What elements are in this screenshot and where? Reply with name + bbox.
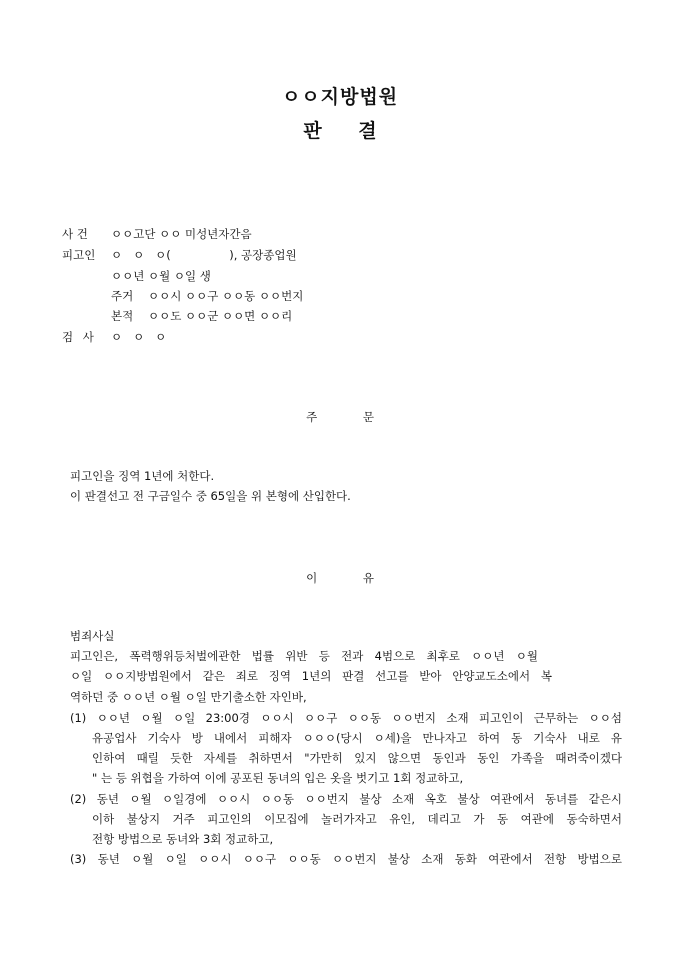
registry-value: ㅇㅇ도 ㅇㅇ군 ㅇㅇ면 ㅇㅇ리 [148, 309, 293, 323]
address-value: ㅇㅇ시 ㅇㅇ구 ㅇㅇ동 ㅇㅇ번지 [148, 289, 304, 303]
prosecutor-value: ㅇ ㅇ ㅇ [111, 330, 167, 344]
case-value: ㅇㅇ고단 ㅇㅇ 미성년자간음 [111, 227, 252, 241]
disposition-line: 피고인을 징역 1년에 처한다. [70, 469, 215, 483]
facts-item-line: 유공업사 기숙사 방 내에서 피해자 ㅇㅇㅇ(당시 ㅇ세)을 만나자고 하여 동 기숙사 내로 유 [92, 731, 622, 745]
case-label: 사 건 [62, 227, 88, 241]
facts-item-line: " 는 등 위협을 가하여 이에 공포된 동녀의 입은 옷을 벗기고 1회 정교하고, [92, 771, 464, 785]
document-type: 판 결 [303, 120, 377, 142]
facts-item-line: 전항 방법으로 동녀와 3회 정교하고, [92, 832, 274, 846]
registry-label: 본적 [111, 309, 134, 323]
birth-date: ㅇㅇ년 ㅇ월 ㅇ일 생 [111, 269, 211, 283]
facts-item-line: (1) ㅇㅇ년 ㅇ월 ㅇ일 23:00경 ㅇㅇ시 ㅇㅇ구 ㅇㅇ동 ㅇㅇ번지 소재 피고인이 근무하는 ㅇㅇ섬 [70, 711, 622, 725]
facts-subheading: 범죄사실 [70, 629, 115, 643]
address-label: 주거 [111, 289, 134, 303]
facts-item-line: 이하 불상지 거주 피고인의 이모집에 놀러가자고 유인, 데리고 가 동 여관에 동숙하면서 [92, 812, 622, 826]
disposition-heading: 주 문 [306, 410, 374, 424]
prosecutor-label: 검 사 [62, 330, 94, 344]
court-name: ㅇㅇ지방법원 [281, 86, 399, 108]
facts-intro-line: ㅇ일 ㅇㅇ지방법원에서 같은 죄로 징역 1년의 판결 선고를 받아 안양교도소에서 복 [70, 669, 552, 683]
disposition-line: 이 판결선고 전 구금일수 중 65일을 위 본형에 산입한다. [70, 489, 351, 503]
defendant-label: 피고인 [62, 248, 96, 262]
facts-item-line: (2) 동년 ㅇ월 ㅇ일경에 ㅇㅇ시 ㅇㅇ동 ㅇㅇ번지 불상 소재 옥호 불상 여관에서 동녀를 같은시 [70, 792, 622, 806]
facts-item-line: (3) 동년 ㅇ월 ㅇ일 ㅇㅇ시 ㅇㅇ구 ㅇㅇ동 ㅇㅇ번지 불상 소재 동화 여관에서 전항 방법으로 [70, 852, 622, 866]
facts-intro-line: 역하던 중 ㅇㅇ년 ㅇ월 ㅇ일 만기출소한 자인바, [70, 690, 307, 704]
defendant-value: ㅇ ㅇ ㅇ( ), 공장종업원 [111, 248, 297, 262]
reasons-heading: 이 유 [306, 571, 374, 585]
facts-intro-line: 피고인은, 폭력행위등처벌에관한 법률 위반 등 전과 4범으로 최후로 ㅇㅇ년 ㅇ월 [70, 649, 538, 663]
facts-item-line: 인하여 때릴 듯한 자세를 취하면서 "가만히 있지 않으면 동인과 동인 가족을 때려죽이겠다 [92, 751, 622, 765]
